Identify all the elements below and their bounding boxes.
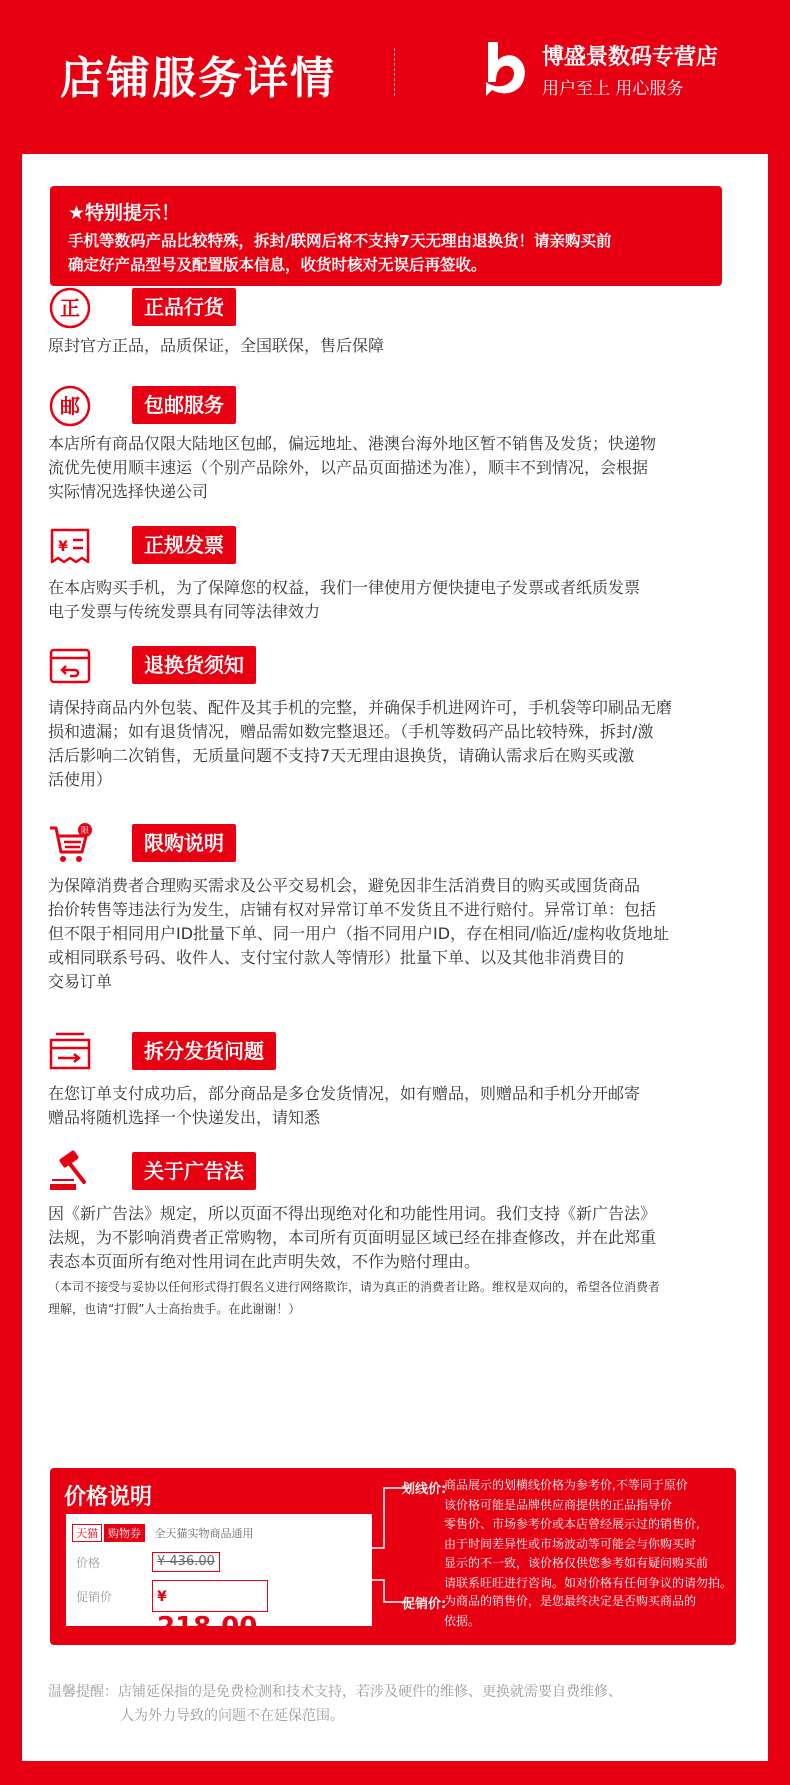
disclaimer-line: 理解，也请“打假”人士高抬贵手。在此谢谢！） [48,1302,301,1316]
coupon-text: 全天猫实物商品通用 [154,1527,254,1540]
section-line: 实际情况选择快递公司 [48,482,209,501]
return-box-icon [48,644,92,688]
service-panel [22,154,768,1761]
invoice-icon [48,524,92,568]
price-title: 价格说明 [64,1485,153,1510]
orig-price-label: 价格 [76,1556,101,1570]
warranty-tip [48,1680,748,1728]
svg-text:邮: 邮 [60,394,80,418]
sale-line: 依据。 [444,1613,481,1628]
notice-title: ★特别提示！ [68,202,181,224]
tip-line: 人为外力导致的问题不在延保范围。 [120,1708,344,1724]
section-genuine [48,286,748,358]
header-divider [394,48,395,96]
price-notes [376,1468,736,1645]
section-line: 本店所有商品仅限大陆地区包邮，偏远地址、港澳台海外地区暂不销售及发货；快递物 [48,434,657,453]
coupon-row [72,1524,254,1542]
section-line: 为保障消费者合理购买需求及公平交易机会，避免因非生活消费目的购买或囤货商品 [48,876,641,895]
strike-line: 商品展示的划横线价格为参考价,不等同于原价 [444,1478,688,1492]
sale-price-value: 218.00 [157,1612,258,1642]
section-line: 或相同联系号码、收件人、支付宝付款人等情形）批量下单、以及其他非消费目的 [48,948,625,967]
sale-price-box [152,1580,268,1642]
tmall-tag: 天猫 [72,1524,102,1542]
strike-price-text [444,1476,732,1593]
section-line: 在您订单支付成功后，部分商品是多仓发货情况，如有赠品，则赠品和手机分开邮寄 [48,1084,641,1103]
shop-name: 博盛景数码专营店 [542,45,719,70]
split-shipping-icon [48,1030,92,1074]
price-sample-card [66,1514,372,1642]
strike-line: 显示的不一致，该价格仅供您参考如有疑问购买前 [444,1556,709,1570]
strike-line: 该价格可能是品牌供应商提供的正品指导价 [444,1497,673,1512]
section-line: 交易订单 [48,972,113,991]
sale-price-text [444,1592,696,1631]
b-logo-icon [484,42,528,96]
section-tag: 退换货须知 [132,646,256,684]
disclaimer-line: （本司不接受与妥协以任何形式得打假名义进行网络欺诈，请为真正的消费者让路。维权是双向的，希望各位消费者 [48,1280,661,1294]
section-ad-law [48,1150,748,1320]
section-line: 损和遗漏；如有退货情况，赠品需如数完整退还。（手机等数码产品比较特殊，拆封/激 [48,722,654,741]
gavel-icon [48,1150,92,1194]
section-tag: 限购说明 [132,824,236,862]
section-shipping [48,384,748,504]
section-tag: 关于广告法 [132,1152,256,1190]
special-notice [50,186,722,286]
orig-price-value: ¥ 436.00 [152,1552,220,1572]
svg-text:限: 限 [81,826,89,835]
tip-line: 温馨提醒：店铺延保指的是免费检测和技术支持，若涉及硬件的维修、更换就需要自费维修、 [48,1684,622,1700]
sale-price-label: 促销价 [76,1590,113,1604]
section-line: 流优先使用顺丰速运（个别产品除外，以产品页面描述为准），顺丰不到情况，会根据 [48,458,649,477]
section-line: 活后影响二次销售，无质量问题不支持7天无理由退换货，请确认需求后在购买或激 [48,746,635,765]
section-tag: 拆分发货问题 [132,1032,276,1070]
section-returns [48,644,748,792]
zheng-stamp-icon [48,286,92,330]
header [0,0,790,150]
section-invoice [48,524,748,624]
section-purchase-limit [48,822,748,994]
section-line: 原封官方正品，品质保证，全国联保，售后保障 [48,336,385,355]
strike-line: 请联系旺旺进行咨询。如对价格有任何争议的请勿拍。 [444,1575,733,1590]
section-line: 因《新广告法》规定，所以页面不得出现绝对化和功能性用词。我们支持《新广告法》 [48,1204,657,1223]
section-line: 但不限于相同用户ID批量下单、同一用户（指不同用户ID，存在相同/临近/虚构收货地址 [48,924,669,943]
section-split-shipping [48,1030,748,1130]
sale-line: 为商品的销售价，是您最终决定是否购买商品的 [444,1594,697,1608]
sale-currency: ¥ [157,1589,167,1605]
section-tag: 正品行货 [132,288,236,326]
section-line: 活使用） [48,770,113,789]
section-line: 在本店购买手机，为了保障您的权益，我们一律使用方便快捷电子发票或者纸质发票 [48,578,641,597]
cart-limit-icon [48,822,92,866]
section-tag: 正规发票 [132,526,236,564]
page-title: 店铺服务详情 [60,53,336,104]
notice-body [68,229,704,277]
svg-text:¥: ¥ [58,539,68,555]
section-line: 表态本页面所有绝对性用词在此声明失效，不作为赔付理由。 [48,1252,481,1271]
section-line: 请保持商品内外包装、配件及其手机的完整，并确保手机进网许可，手机袋等印刷品无磨 [48,698,673,717]
coupon-tag: 购物券 [104,1524,145,1542]
section-line: 赠品将随机选择一个快递发出，请知悉 [48,1108,321,1127]
notice-line: 确定好产品型号及配置版本信息，收货时核对无误后再签收。 [68,256,487,274]
strike-price-label: 划线价: [402,1482,447,1497]
shop-slogan: 用户至上 用心服务 [542,79,684,99]
svg-text:正: 正 [60,296,80,320]
strike-line: 由于时间差异性或市场波动等可能会与你购买时 [444,1536,697,1551]
section-line: 电子发票与传统发票具有同等法律效力 [48,602,321,621]
you-stamp-icon [48,384,92,428]
strike-line: 零售价、市场参考价或本店曾经展示过的销售价, [444,1517,700,1531]
price-explanation [50,1468,736,1645]
sale-price-note-label: 促销价: [402,1597,447,1612]
notice-line: 手机等数码产品比较特殊，拆封/联网后将不支持7天无理由退换货！请亲购买前 [68,232,612,250]
section-tag: 包邮服务 [132,386,236,424]
section-line: 抬价转售等违法行为发生，店铺有权对异常订单不发货且不进行赔付。异常订单：包括 [48,900,657,919]
section-line: 法规，为不影响消费者正常购物，本司所有页面明显区域已经在排查修改，并在此郑重 [48,1228,657,1247]
